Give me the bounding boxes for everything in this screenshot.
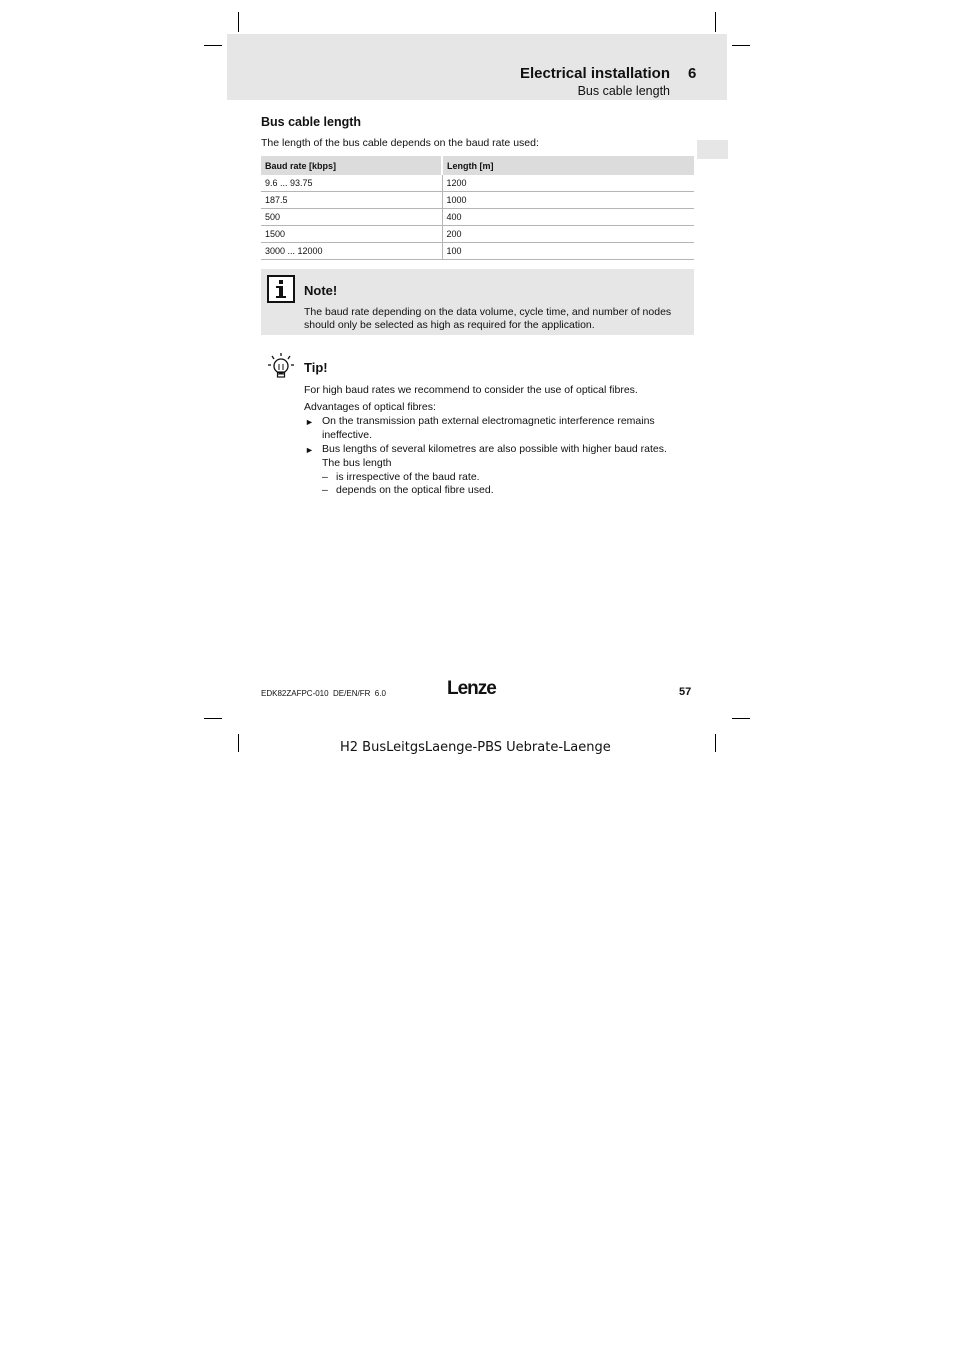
note-line: The baud rate depending on the data volume, cycle time, and number of nodes — [304, 306, 672, 318]
chapter-subtitle: Bus cable length — [577, 84, 670, 98]
sub-list-item: depends on the optical fibre used. — [336, 484, 494, 496]
crop-mark — [238, 12, 239, 32]
table-cell: 3000 ... 12000 — [261, 243, 442, 260]
lightbulb-icon — [264, 351, 296, 386]
crop-mark — [732, 45, 750, 46]
bullet-item — [322, 443, 692, 470]
table-cell: 9.6 ... 93.75 — [261, 175, 442, 192]
bullet-arrow-icon: ► — [305, 417, 314, 427]
note-line: should only be selected as high as required for the application. — [304, 319, 595, 331]
sub-list-item: is irrespective of the baud rate. — [336, 471, 480, 483]
dash-marker: – — [322, 471, 328, 483]
bullet-arrow-icon: ► — [305, 445, 314, 455]
table-cell: 187.5 — [261, 192, 442, 209]
table-cell: 400 — [442, 209, 694, 226]
table-cell: 1500 — [261, 226, 442, 243]
tip-paragraph: For high baud rates we recommend to consider the use of optical fibres. — [304, 384, 638, 396]
crop-mark — [715, 734, 716, 752]
dash-marker: – — [322, 484, 328, 496]
baud-rate-table — [261, 156, 694, 260]
bullet-line: On the transmission path external electromagnetic interference remains — [322, 415, 655, 427]
table-row — [261, 175, 694, 192]
table-row — [261, 226, 694, 243]
table-row — [261, 192, 694, 209]
bullet-line: ineffective. — [322, 428, 373, 441]
chapter-number: 6 — [688, 65, 697, 82]
lenze-logo: Lenze — [447, 678, 496, 699]
crop-mark — [204, 718, 222, 719]
note-title: Note! — [304, 283, 338, 298]
table-header-row — [261, 156, 694, 175]
crop-mark — [732, 718, 750, 719]
bottom-label: H2 BusLeitgsLaenge-PBS Uebrate-Laenge — [340, 740, 611, 755]
tip-paragraph: Advantages of optical fibres: — [304, 401, 436, 413]
page-number: 57 — [679, 686, 692, 698]
intro-text: The length of the bus cable depends on the baud rate used: — [261, 137, 539, 149]
section-heading: Bus cable length — [261, 115, 362, 129]
document-id: EDK82ZAFPC-010 DE/EN/FR 6.0 — [261, 689, 386, 698]
crop-mark — [204, 45, 222, 46]
info-icon — [267, 275, 295, 303]
table-cell: 1000 — [442, 192, 694, 209]
bullet-item — [322, 415, 692, 442]
table-cell: 1200 — [442, 175, 694, 192]
crop-mark — [715, 12, 716, 32]
table-cell: 500 — [261, 209, 442, 226]
table-row — [261, 243, 694, 260]
table-row — [261, 209, 694, 226]
table-cell: 200 — [442, 226, 694, 243]
column-header: Baud rate [kbps] — [261, 156, 442, 175]
column-header: Length [m] — [442, 156, 694, 175]
tip-title: Tip! — [304, 360, 328, 375]
chapter-tab-marker — [697, 140, 728, 159]
note-text — [304, 306, 689, 332]
bullet-line: Bus lengths of several kilometres are also possible with higher baud rates. — [322, 443, 667, 455]
crop-mark — [238, 734, 239, 752]
bullet-line: The bus length — [322, 456, 392, 469]
chapter-title: Electrical installation — [519, 65, 670, 82]
table-cell: 100 — [442, 243, 694, 260]
